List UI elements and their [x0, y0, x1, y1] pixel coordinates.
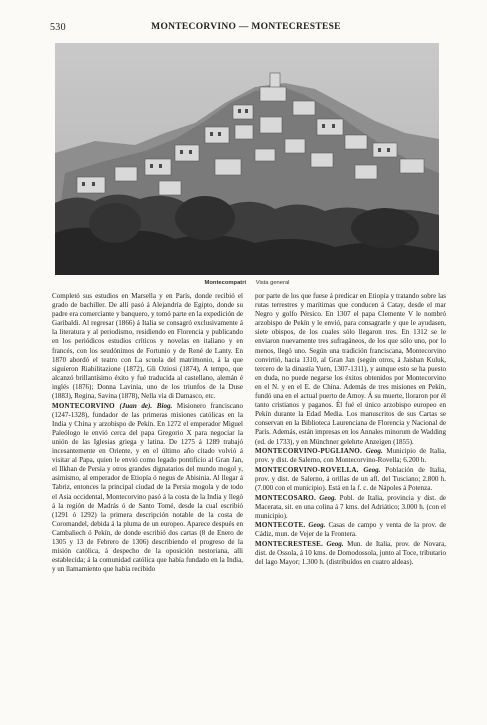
- entry-abbreviation: Geog.: [308, 521, 326, 530]
- entry-abbreviation: Geog.: [319, 493, 337, 502]
- caption-description: Vista general: [255, 280, 290, 286]
- entry-headword: MONTECRESTESE.: [255, 540, 324, 549]
- entry-text: Casas de campo y venta de la prov. de Cádiz, mun. de Vejer de la Frontera.: [255, 521, 446, 539]
- entry-headword: MONTECORVINO-PUGLIANO.: [255, 447, 362, 456]
- entry-montecorvino: [52, 402, 243, 575]
- entry-text: Población de Italia, prov. y dist. de Salerno, á orillas de un afl. del Tusciano; 2.800 h. (7.000 con el municipio). Está en la f. c. de Nápoles á Potenza.: [255, 465, 446, 492]
- right-column: [255, 292, 446, 716]
- entry-headword: MONTECORVINO-ROVELLA.: [255, 465, 359, 474]
- left-continuation-paragraph: Completó sus estudios en Marsella y en París, donde recibió el grado de bachiller. De allí pasó á Alejandría de Egipto, donde su padre era comerciante y banquero, y tomó parte en la expedición de Garibaldi. Al regresar (1866) á Italia se consagró exclusivamente á la literatura y al periodismo, residiendo en Florencia y publicando en los periódicos estudios críticos y novelas en italiano y en francés, con los seudónimos de Fortunio y de René de Lanty. En 1870 abordó el teatro con La scuola del matrimonio, á la que siguieron Riabilitazione (1872), Gli Oziosi (1874), A tempo, que alcanzó brillantísimo éxito y fué traducida al castellano, alemán é inglés (1876); Donna Lavinia, uno de los triunfos de la Duse (1883), Regina, Savina (1878), Nella via di Damasco, etc.: [52, 292, 243, 401]
- page-number: 530: [50, 22, 66, 33]
- left-column: [52, 292, 243, 716]
- entry-montecosaro: [255, 494, 446, 521]
- town-photograph-image: [55, 43, 439, 275]
- entry-text: Mun. de Italia, prov. de Novara, dist. de Ossola, á 10 kms. de Domodossola, junto al Toce, tributario del lago Mayor; 1.300 h. (distribuídos en cuatro aldeas).: [255, 540, 446, 567]
- figure-caption: [55, 280, 439, 286]
- running-title: MONTECORVINO — MONTECRESTESE: [151, 22, 341, 32]
- entry-headword: MONTECORVINO: [52, 401, 115, 410]
- entry-montecorvino-pugliano: [255, 447, 446, 465]
- entry-montecote: [255, 521, 446, 539]
- entry-abbreviation: (Juan de). Biog.: [119, 401, 173, 410]
- caption-place: Montecompatri: [204, 280, 247, 286]
- page-header: [50, 22, 442, 36]
- entry-abbreviation: Geog.: [363, 465, 381, 474]
- entry-text: Municipio de Italia, prov. y dist. de Salerno, con Montecorvino-Rovella; 6.200 h.: [255, 447, 446, 465]
- entry-headword: MONTECOTE.: [255, 521, 306, 530]
- entry-abbreviation: Geog.: [365, 447, 383, 456]
- entry-text: Misionero franciscano (1247-1328), fundador de las primeras misiones católicas en la India y China y arzobispo de Pekín. En 1272 el emperador Miguel Paleólogo le envió cerca del papa Gregorio X para negociar la unión de las Iglesias griega y latina. De 1275 á 1289 trabajó incesantemente en Oriente, y en el último año citado volvió á visitar al Papa, quien le envió como legado pontificio al Gran Jan, el Ilkhan de Persia y otros grandes dignatarios del mundo mogol y, asimismo, al emperador de Etiopía ó negus de Abisinia. Al llegar á Tabriz, entonces la principal ciudad de la Persia mogola y de todo el Asia occidental, Montecorvino pasó á la costa de la India y llegó á la región de Madrás ó de Santo Tomé, desde la cual escribió (1291 ó 1292) la primera descripción notable de la costa de Coromandel, debida á la pluma de un europeo. Aparece después en Cambaliech ó Pekín, de donde escribió dos cartas (8 de Enero de 1305 y 13 de Febrero de 1306) describiendo el progreso de la misión católica, á despecho de la oposición nestoriana, alli establecida; á la comunidad católica que había fundado en la India, y un llamamiento que había recibido: [52, 401, 243, 574]
- entry-abbreviation: Geog.: [326, 540, 344, 549]
- entry-headword: MONTECOSARO.: [255, 493, 316, 502]
- entry-montecorvino-rovella: [255, 466, 446, 493]
- town-photograph: [55, 43, 439, 275]
- entry-text: Pobl. de Italia, provincia y dist. de Macerata, sit. en una colina á 7 kms. del Adriático; 3.000 h. (con el municipio).: [255, 493, 446, 520]
- entry-montecrestese: [255, 540, 446, 567]
- right-continuation-paragraph: por parte de los que fuese á predicar en Etiopía y tratando sobre las rutas terrestres y marítimas que conducen á Catay, desde el mar Negro y golfo Pérsico. En 1307 el papa Clemente V le nombró arzobispo de Pekín y le envió, para consagrarle y que le ayudasen, siete obispos, de los cuales sólo llegaron tres. En 1312 se le enviaron nuevamente tres sufragáneos, de los que sólo uno, por lo menos, llegó uno. Según una tradición franciscana, Montecorvino convirtió, hacia 1310, al Gran Jan (según otros, á Jaishan Kuluk, tercero de la dinastía Yuen, 1307-1311), y aunque esto se ha puesto en duda, no puede negarse los éxitos obtenidos por Montecorvino en el N. y en el E. de China. Además de tres misiones en Pekín, fundó una en el actual puerto de Amoy. Á su muerte, lloraron por él tanto cristianos y paganos. Él fué el único arzobispo europeo en Pekín durante la Edad Media. Los manuscritos de sus Cartas se conservan en la Biblioteca Laurenciana de Florencia y Nacional de París. Además, están impresas en los Annales minorum de Wadding (ed. de 1733), y en Münchner gelehrte Anzeigen (1855).: [255, 292, 446, 446]
